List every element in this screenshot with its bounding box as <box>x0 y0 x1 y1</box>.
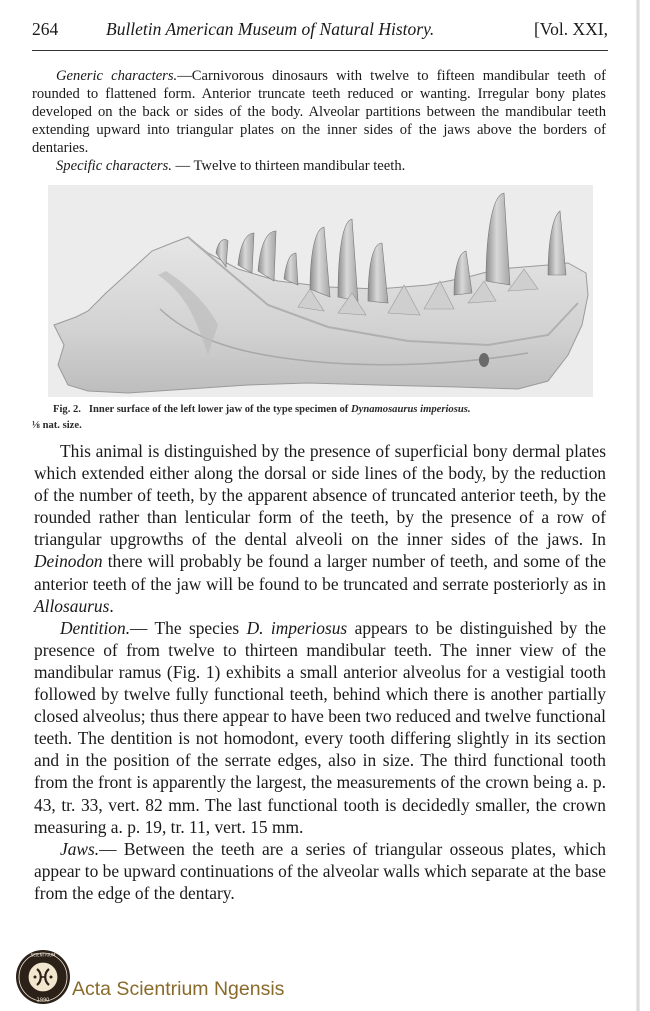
figure-caption <box>32 402 612 434</box>
paragraph-text: — The species <box>130 617 247 638</box>
paragraph-description <box>34 440 606 617</box>
jaws-heading: Jaws. <box>60 838 100 859</box>
volume-label: [Vol. XXI, <box>533 19 608 39</box>
caption-scale: ⅛ nat. size. <box>32 420 82 431</box>
body-text <box>34 440 606 904</box>
caption-text: Inner surface of the left lower jaw of the type specimen of <box>88 404 349 415</box>
paragraph-text: — Between the teeth are a series of triangular osseous plates, which appear to be upward continuations of the alveolar walls which separate at the base from the edge of the dentary. <box>34 838 606 903</box>
paragraph-text: appears to be distinguished by the presence of from twelve to thirteen mandibular teeth. The inner view of the mandibular ramus (Fig. 1) exhibits a small anterior alveolus for a vestigial tooth followed by twelve fully functional teeth, behind which there is another partially closed alveolus; thus there appear to have been two reduced and twelve functional teeth. The dentition is not homodont, every tooth differing slightly in its section and in the position of the serrate edges, also in size. The third functional tooth from the front is apparently the largest, the measurements of the crown being a. p. 43, tr. 33, vert. 82 mm. The last functional tooth is decidedly smaller, the crown measuring a. p. 19, tr. 11, vert. 15 mm. <box>34 617 606 837</box>
page-edge-strip <box>636 0 640 1011</box>
caption-line <box>32 402 612 418</box>
specific-characters-paragraph <box>32 157 606 175</box>
specific-characters-text: — Twelve to thirteen mandibular teeth. <box>171 158 406 174</box>
paragraph-dentition <box>34 617 606 838</box>
paragraph-text: . <box>109 595 114 616</box>
species-name: D. imperiosus <box>246 617 348 638</box>
header-rule <box>32 50 608 51</box>
generic-characters-paragraph <box>32 67 606 157</box>
brand-name: Acta Scientrium Ngensis <box>72 978 285 1000</box>
paragraph-text: This animal is distinguished by the presence of superficial bony dermal plates which extended either along the dorsal or side lines of the body, by the reduction of the number of teeth, by the apparent absence of truncated anterior teeth, by the rounded rather than lenticular form of the teeth, by the presence of a row of triangular upgrowths of the dental alveoli on the inner sides of the jaws. In <box>34 441 606 550</box>
paragraph-jaws <box>34 838 606 904</box>
watermark <box>14 948 334 1008</box>
diagnosis-block <box>32 67 606 175</box>
journal-title: Bulletin American Museum of Natural History. <box>106 19 435 39</box>
paragraph-text: there will probably be found a larger number of teeth, and some of the anterior teeth of the jaw will be found to be truncated and serrate posteriorly as in <box>34 551 606 594</box>
svg-text:SCIENTRIUM: SCIENTRIUM <box>30 952 56 958</box>
page-number: 264 <box>32 19 59 39</box>
journal-seal-icon <box>14 948 72 1006</box>
jaw-illustration <box>48 185 593 397</box>
genus-name: Allosaurus <box>34 595 110 616</box>
generic-characters-heading: Generic characters. <box>56 68 178 84</box>
generic-characters-text: —Carnivorous dinosaurs with twelve to fifteen mandibular teeth of rounded to flattened form. Anterior truncate teeth reduced or wanting. Irregular bony plates developed on the back or sides of the body. Alveolar partitions between the mandibular teeth extending upward into triangular plates on the inner sides of the jaws above the borders of dentaries. <box>32 68 606 156</box>
svg-text:1990: 1990 <box>36 997 50 1004</box>
jaw-figure <box>48 185 593 397</box>
specific-characters-heading: Specific characters. <box>56 158 172 174</box>
genus-name: Deinodon <box>34 551 103 572</box>
dentition-heading: Dentition. <box>60 617 131 638</box>
running-head <box>32 16 608 42</box>
caption-species: Dynamosaurus imperiosus. <box>350 404 471 415</box>
figure-label: Fig. 2. <box>53 404 81 415</box>
